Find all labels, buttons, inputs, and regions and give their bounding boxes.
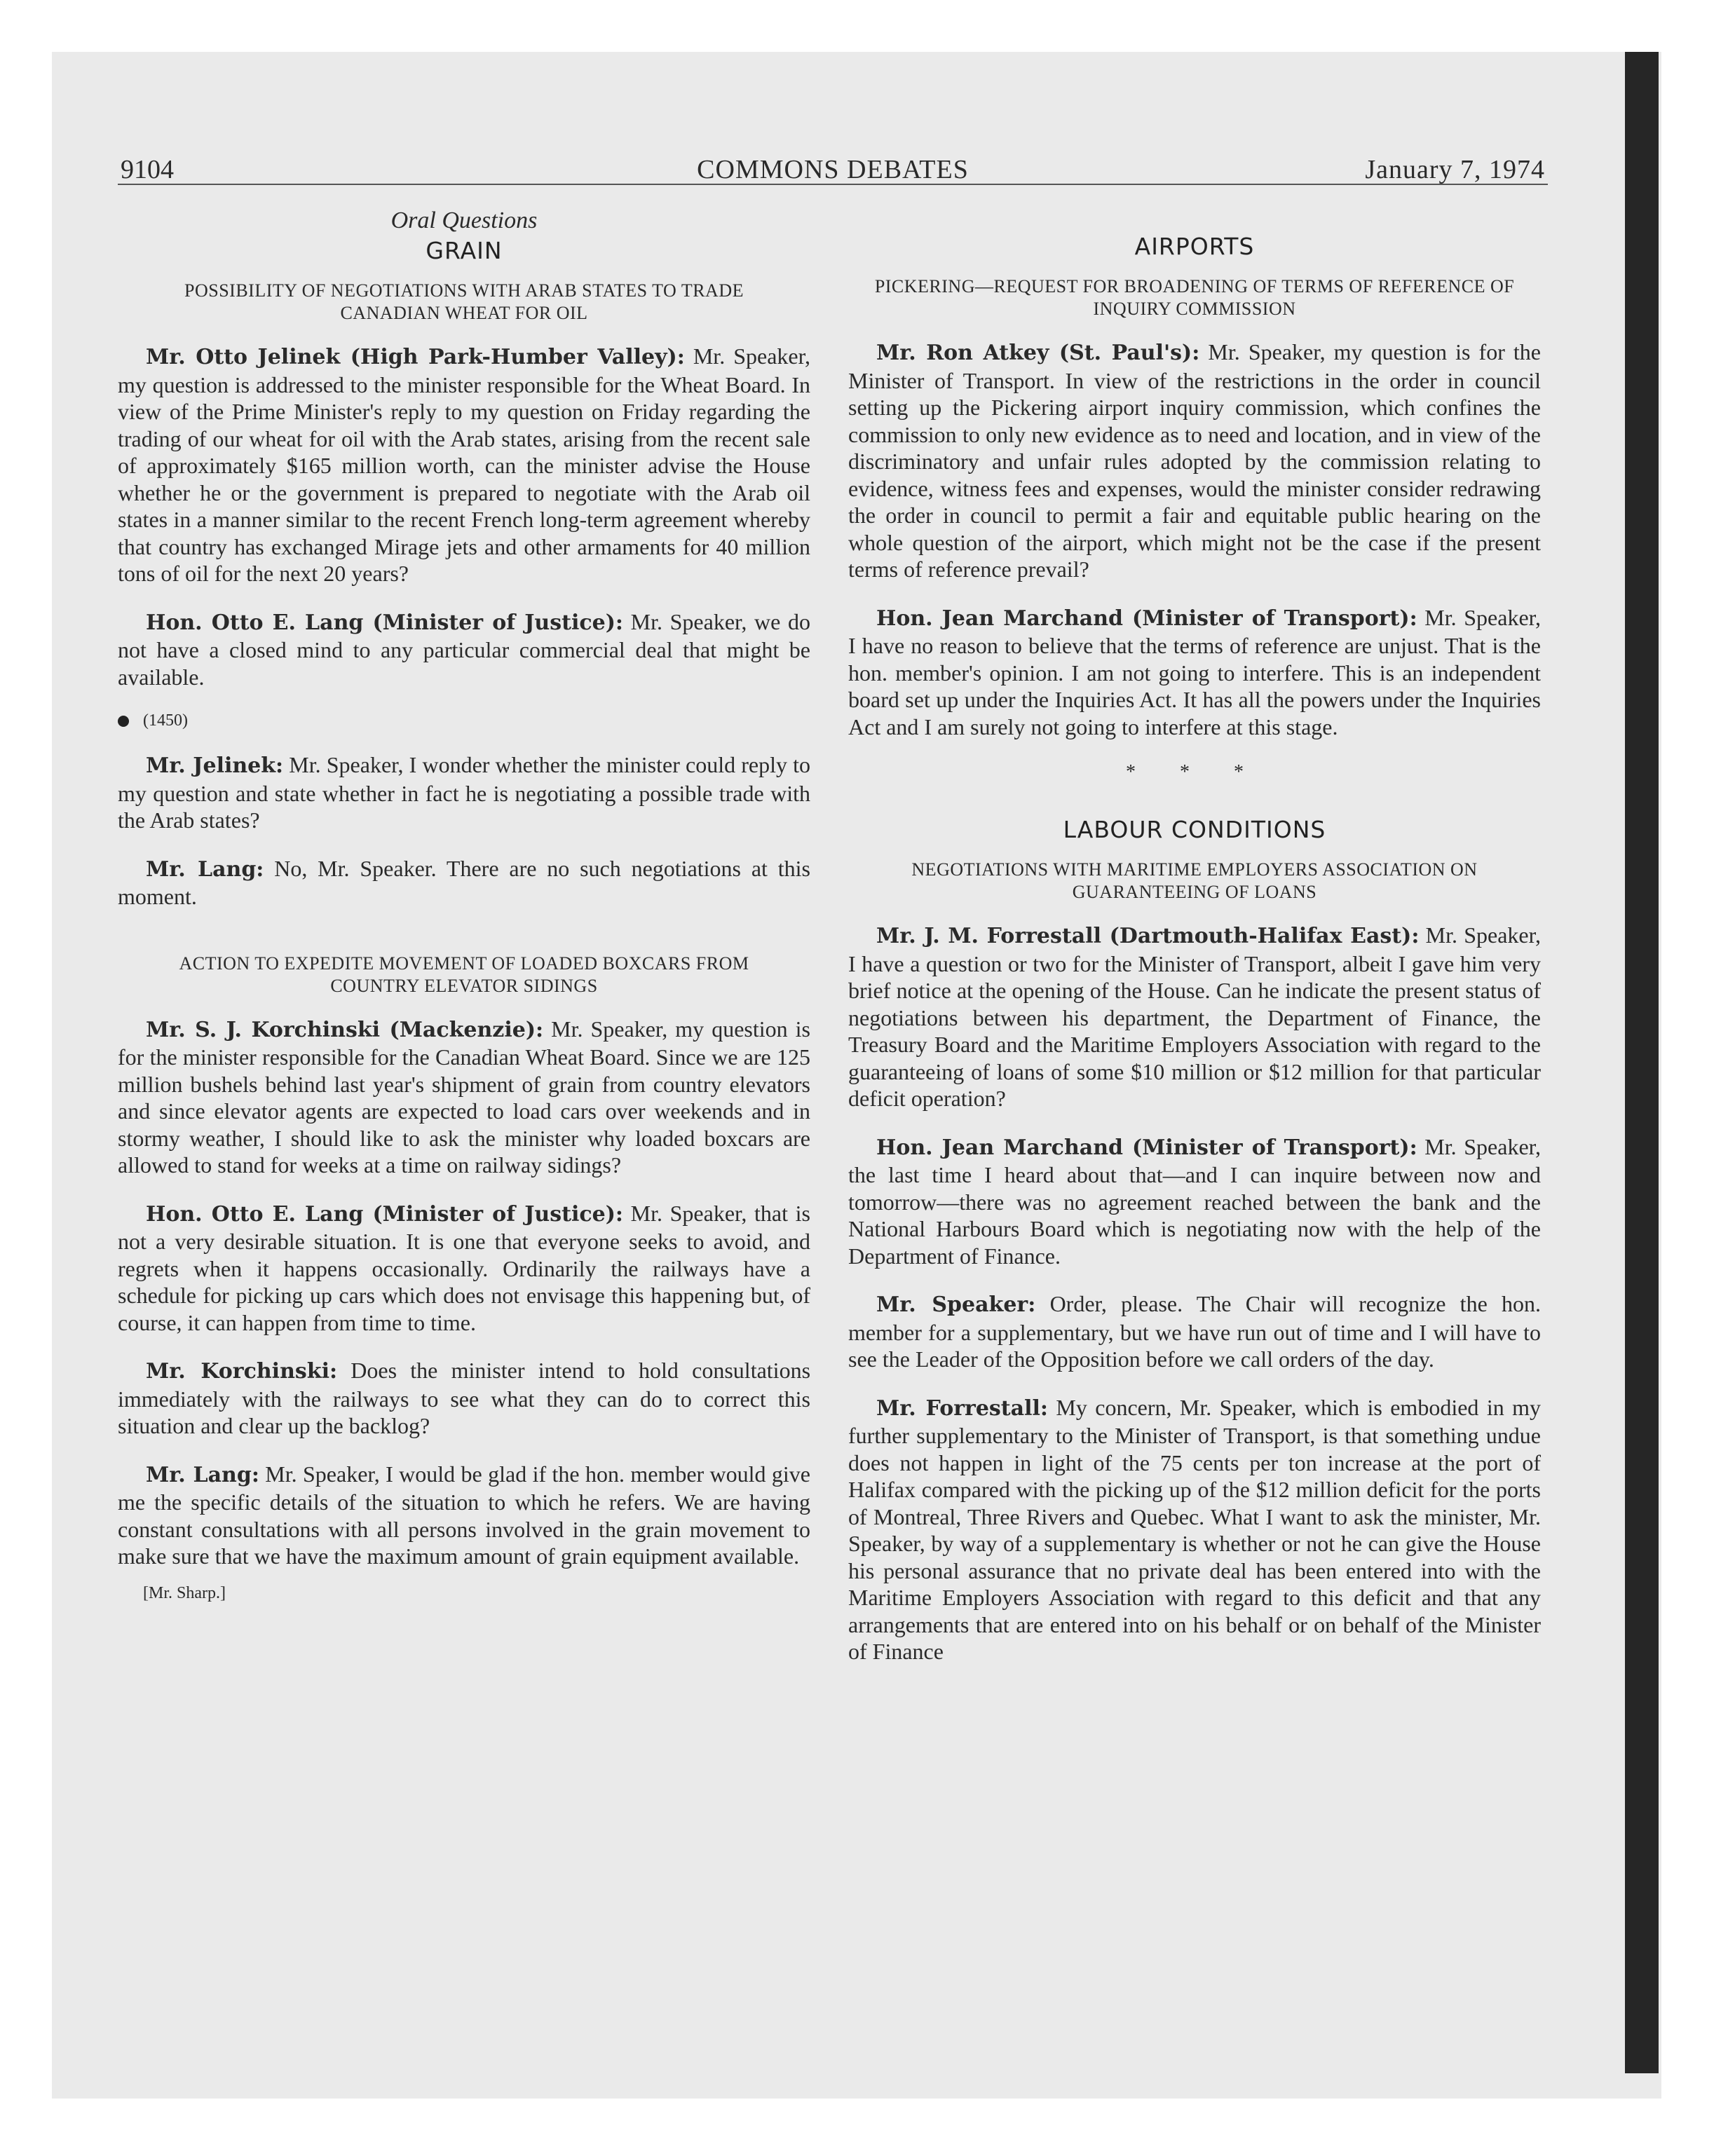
page-number: 9104 <box>121 155 174 184</box>
section-separator: * * * <box>1126 761 1263 783</box>
subsection-heading: PICKERING—REQUEST FOR BROADENING OF TERMS OF REFERENCE OF INQUIRY COMMISSION <box>874 276 1515 319</box>
bullet-icon <box>118 716 129 727</box>
speaker-footnote: [Mr. Sharp.] <box>143 1583 226 1602</box>
speaker-name: Mr. Ron Atkey (St. Paul's): <box>876 341 1200 365</box>
subsection-heading: NEGOTIATIONS WITH MARITIME EMPLOYERS ASSOCIATION ON GUARANTEEING OF LOANS <box>911 859 1478 902</box>
publication-title: COMMONS DEBATES <box>697 155 969 184</box>
speech <box>848 922 1541 1112</box>
speech-text: Mr. Speaker, the last time I heard about that—and I can inquire between now and tomorrow—there was no agreement reached between the bank and the National Harbours Board which is negotiating now with the help of the Department of Finance. <box>848 1133 1542 1269</box>
page-header <box>118 149 1548 185</box>
speech-text: Mr. Speaker, my question is addressed to the minister responsible for the Wheat Board. In view of the Prime Minister's reply to my question on Friday regarding the trading of our wheat for oil with the Arab states, arising from the recent sale of approximately $165 million worth, can the minister advise the House whether he or the government is prepared to negotiate with the Arab oil states in a manner similar to the recent French long-term agreement whereby that country has exchanged Mirage jets and other armaments for 40 million tons of oil for the next 20 years? <box>118 343 811 586</box>
speech-text: Does the minister intend to hold consultations immediately with the railways to see what they can do to correct this situation and clear up the backlog? <box>118 1358 811 1438</box>
speech <box>848 1394 1541 1665</box>
timestamp: (1450) <box>143 711 188 730</box>
speech-text: My concern, Mr. Speaker, which is embodied in my further supplementary to the Minister of Transport, is that something undue does not happen in light of the 75 cents per ton increase at the port of Halifax compared with the picking up of the $12 million deficit for the ports of Montreal, Three Rivers and Quebec. What I want to ask the minister, Mr. Speaker, by way of a supplementary is whether or not he can give the House his personal assurance that no private deal has been entered into with the Maritime Employers Association with regard to this deficit and that any arrangements that are entered into on his behalf or on behalf of the Minister of Finance <box>848 1394 1541 1664</box>
speaker-name: Hon. Otto E. Lang (Minister of Justice): <box>146 1201 623 1227</box>
speaker-name: Mr. Otto Jelinek (High Park-Humber Valley): <box>146 345 685 369</box>
subsection-heading: POSSIBILITY OF NEGOTIATIONS WITH ARAB STATES TO TRADE CANADIAN WHEAT FOR OIL <box>184 280 744 323</box>
section-heading: LABOUR CONDITIONS <box>1063 816 1326 843</box>
speaker-name: Hon. Jean Marchand (Minister of Transport): <box>876 1135 1417 1160</box>
timestamp-marker <box>118 711 810 730</box>
speech-text: Order, please. The Chair will recognize the hon. member for a supplementary, but we have run out of time and I will have to see the Leader of the Opposition before we call orders of the day. <box>848 1291 1542 1372</box>
speaker-name: Mr. Lang: <box>146 857 264 882</box>
speech <box>118 608 810 691</box>
speech <box>848 1133 1541 1270</box>
speech-text: Mr. Speaker, I would be glad if the hon. member would give me the specific details of the situation to which he refers. We are having constant consultations with all persons involved in the grain movement to make sure that we have the maximum amount of grain equipment available. <box>118 1461 811 1569</box>
speaker-name: Mr. J. M. Forrestall (Dartmouth-Halifax East): <box>876 924 1420 948</box>
right-column <box>848 203 1541 1686</box>
speaker-name: Mr. Speaker: <box>876 1292 1036 1317</box>
speech <box>118 1461 810 1570</box>
speech-text: Mr. Speaker, I have a question or two for the Minister of Transport, albeit I gave him very brief notice at the opening of the House. Can he indicate the present status of negotiations between his department, the Department of Finance, the Treasury Board and the Maritime Employers Association with regard to the guaranteeing of loans of some $10 million or $12 million for that particular deficit operation? <box>848 922 1541 1111</box>
speech <box>118 343 810 587</box>
speaker-name: Mr. Korchinski: <box>146 1359 338 1384</box>
speech <box>848 1290 1541 1373</box>
binding-edge <box>1625 52 1659 2073</box>
speaker-name: Mr. Jelinek: <box>146 753 284 778</box>
section-heading: GRAIN <box>426 237 503 264</box>
speech-text: Mr. Speaker, I wonder whether the minister could reply to my question and state whether in fact he is negotiating a possible trade with the Arab states? <box>118 752 811 833</box>
speaker-name: Hon. Jean Marchand (Minister of Transport): <box>876 606 1417 631</box>
left-column <box>118 203 810 1603</box>
section-heading: AIRPORTS <box>1134 233 1255 260</box>
section-rubric: Oral Questions <box>390 207 538 233</box>
speech <box>118 855 810 910</box>
speech <box>848 604 1541 741</box>
speech-text: No, Mr. Speaker. There are no such negotiations at this moment. <box>118 855 811 909</box>
speech <box>118 1200 810 1337</box>
subsection-heading: ACTION TO EXPEDITE MOVEMENT OF LOADED BOXCARS FROM COUNTRY ELEVATOR SIDINGS <box>179 953 749 996</box>
speech-text: Mr. Speaker, that is not a very desirable situation. It is one that everyone seeks to avoid, and regrets when it happens occasionally. Ordinarily the railways have a schedule for picking up cars which does not envisage this happening but, of course, it can happen from time to time. <box>118 1200 811 1335</box>
publication-date: January 7, 1974 <box>1365 155 1545 184</box>
speaker-name: Mr. S. J. Korchinski (Mackenzie): <box>146 1017 544 1042</box>
speech-text: Mr. Speaker, we do not have a closed mind to any particular commercial deal that might be available. <box>118 608 811 690</box>
speech <box>118 1016 810 1179</box>
speaker-name: Hon. Otto E. Lang (Minister of Justice): <box>146 610 623 635</box>
speech-text: Mr. Speaker, I have no reason to believe that the terms of reference are unjust. That is the hon. member's opinion. I am not going to interfere. This is an independent board set up under the Inquiries Act. It has all the powers under the Inquiries Act and I am surely not going to interfere at this stage. <box>848 604 1542 739</box>
speech <box>118 1357 810 1440</box>
speech <box>848 339 1541 583</box>
speech-text: Mr. Speaker, my question is for the Minister of Transport. In view of the restrictions in the order in council setting up the Pickering airport inquiry commission, which confines the commission to only new evidence as to need and location, and in view of the discriminatory and unfair rules adopted by the commission relating to evidence, witness fees and expenses, would the minister consider redrawing the order in council to permit a fair and equitable public hearing on the whole question of the airport, which might not be the case if the present terms of reference prevail? <box>848 339 1542 582</box>
speech <box>118 751 810 834</box>
speech-text: Mr. Speaker, my question is for the minister responsible for the Canadian Wheat Board. Since we are 125 million bushels behind last year's shipment of grain from country elevators and since elevator agents are expected to load cars over weekends and in stormy weather, I should like to ask the minister why loaded boxcars are allowed to stand for weeks at a time on railway sidings? <box>118 1016 811 1178</box>
speaker-name: Mr. Lang: <box>146 1462 259 1487</box>
speaker-name: Mr. Forrestall: <box>876 1396 1048 1421</box>
